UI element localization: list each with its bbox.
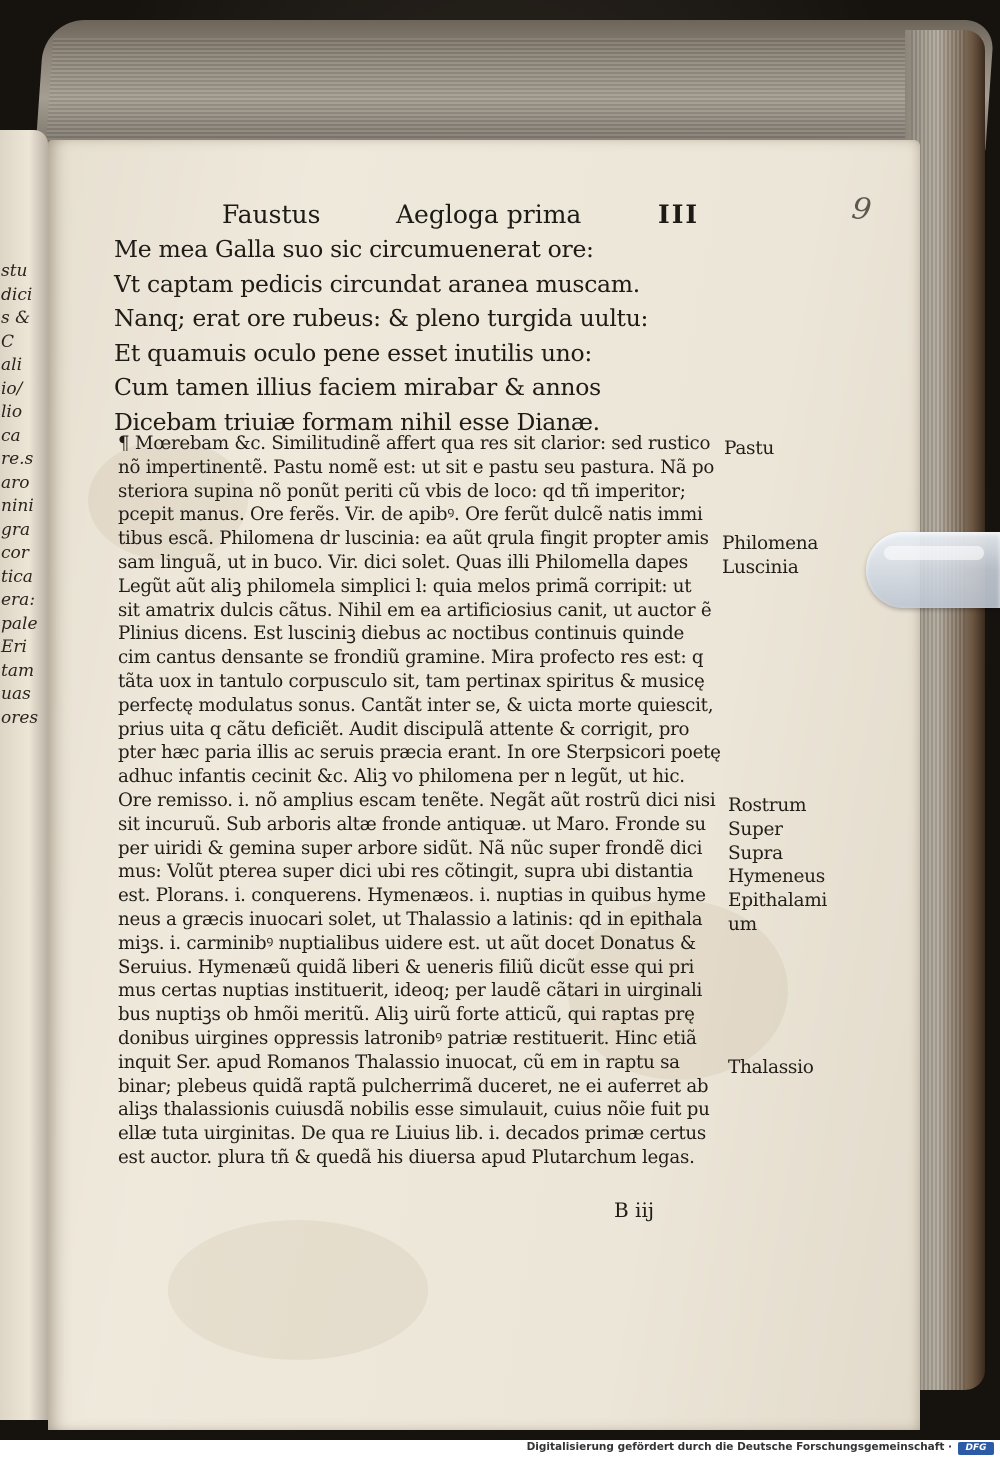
book-clip [866, 532, 1000, 608]
left-page-fragment: re.s [1, 449, 34, 469]
margin-note: Rostrum [728, 795, 807, 816]
running-head-numeral: III [658, 200, 700, 229]
commentary-line: adhuc infantis cecinit &c. Aliꝫ vo philomena per n legũt, ut hic. [118, 766, 685, 788]
verse-line: Me mea Galla suo sic circumuenerat ore: [114, 235, 594, 263]
commentary-line: per uiridi & gemina super arbore sidũt. Nã nũc super frondẽ dici [118, 837, 703, 859]
running-head-title: Aegloga prima [396, 200, 582, 229]
left-page-fragment: cor [1, 543, 29, 563]
commentary-line: mus certas nuptias instituerit, ideoq; per laudẽ cãtari in uirginali [118, 980, 703, 1002]
signature-mark: B iij [614, 1198, 655, 1222]
commentary-block [118, 432, 721, 1170]
left-page-fragment: aro [1, 472, 30, 493]
commentary-line: tibus escã. Philomena dr luscinia: ea aũt qrula fingit propter amis [118, 528, 709, 550]
commentary-line: est. Plorans. i. conquerens. Hymenæos. i. nuptias in quibus hyme [118, 885, 706, 907]
left-page-fragment: nini [1, 496, 34, 516]
commentary-line: mus: Volũt pterea super dici ubi res cõtingit, supra ubi distantia [118, 861, 694, 883]
commentary-line: Legũt aũt aliꝫ philomela simplici l: quia melos primã corripit: ut [118, 575, 692, 597]
verse-line: Et quamuis oculo pene esset inutilis uno: [114, 338, 592, 367]
left-page-fragment: tica [1, 566, 33, 587]
commentary-line: sam linguã, ut in buco. Vir. dici solet. Quas illi Philomella dapes [118, 551, 688, 573]
commentary-line: bus nuptiꝫs ob hmõi meritũ. Aliꝫ uirũ forte atticũ, qui raptas prę [118, 1004, 695, 1026]
margin-note: Supra [728, 842, 783, 864]
left-page-fragment: tam [1, 660, 35, 681]
folio-number-manuscript: 9 [849, 190, 874, 229]
margin-note: Pastu [724, 438, 774, 459]
commentary-line: sit incuruũ. Sub arboris altæ fronde antiquæ. ut Maro. Fronde su [118, 813, 706, 835]
left-page-fragment: Eri [1, 637, 27, 657]
margin-note: Philomena [722, 533, 819, 555]
commentary-line: ¶ Mœrebam &c. Similitudinẽ affert qua res sit clarior: sed rustico [118, 433, 711, 454]
commentary-line: tãta uox in tantulo corpusculo sit, tam pertinax spiritus & musicę [118, 670, 705, 692]
dfg-logo-icon: DFG [958, 1442, 994, 1455]
footer-bar [0, 1440, 1000, 1458]
commentary-line: donibus uirgines oppressis latronibꝰ patriæ restituerit. Hinc etiã [118, 1027, 697, 1049]
commentary-line: est auctor. plura tñ & quedã his diuersa apud Plutarchum legas. [118, 1146, 695, 1168]
verse-line: Cum tamen illius faciem mirabar & annos [114, 373, 601, 401]
commentary-line: sit amatrix dulcis cãtus. Nihil em ea artificiosius canit, ut auctor ẽ [118, 599, 712, 621]
verse-line: Dicebam triuiæ formam nihil esse Dianæ. [114, 407, 600, 436]
commentary-line: perfectę modulatus sonus. Cantãt inter se, & uicta morte quiescit, [118, 694, 714, 716]
left-page-fragment: s & [1, 308, 31, 328]
commentary-line: cim cantus densante se frondiũ gramine. Mira profecto res est: q [118, 647, 704, 669]
left-page-fragment: ca [1, 425, 21, 446]
left-page-fragment: uas [1, 684, 31, 704]
margin-note: Epithalami [728, 890, 828, 912]
commentary-line: nõ impertinentẽ. Pastu nomẽ est: ut sit e pastu seu pastura. Nã po [118, 456, 715, 478]
left-page-fragment: era: [1, 590, 36, 610]
left-page-fragment: stu [1, 261, 28, 281]
margin-note: Hymeneus [728, 866, 825, 888]
commentary-line: miꝫs. i. carminibꝰ nuptialibus uidere est. ut aũt docet Donatus & [118, 932, 696, 954]
left-page-fragment: dici [1, 284, 33, 305]
commentary-line: prius uita q cãtu deficiẽt. Audit discipulã attente & corrigit, pro [118, 718, 690, 740]
margin-note: um [728, 914, 757, 935]
commentary-line: pcepit manus. Ore ferẽs. Vir. de apibꝰ. Ore ferũt dulcẽ natis immi [118, 504, 703, 526]
margin-note: Super [728, 818, 783, 840]
commentary-line: Seruius. Hymenæũ quidã liberi & ueneris filiũ dicũt esse qui pri [118, 956, 695, 978]
margin-note: Thalassio [728, 1056, 814, 1078]
commentary-line: inquit Ser. apud Romanos Thalassio inuocat, cũ em in raptu sa [118, 1051, 680, 1073]
margin-note: Luscinia [722, 557, 799, 578]
commentary-line: steriora supina nõ ponũt periti cũ vbis de loco: qd tñ imperitor; [118, 480, 686, 502]
left-page-fragment: pale [1, 613, 38, 634]
left-page-fragment: gra [1, 519, 31, 540]
book-top-edge [35, 20, 994, 150]
commentary-line: Ore remisso. i. nõ amplius escam tenẽte. Negãt aũt rostrũ dici nisi [118, 789, 716, 811]
left-page-fragment: lio [1, 402, 23, 422]
commentary-line: ellæ tuta uirginitas. De qua re Liuius lib. i. decados primæ certus [118, 1123, 706, 1145]
verse-line: Vt captam pedicis circundat aranea muscam. [114, 269, 640, 298]
verse-line: Nanq; erat ore rubeus: & pleno turgida uultu: [114, 304, 649, 332]
commentary-line: Plinius dicens. Est lusciniꝫ diebus ac noctibus continuis quinde [118, 623, 684, 645]
commentary-line: binar; plebeus quidã raptã pulcherrimã duceret, ne ei auferret ab [118, 1075, 709, 1097]
left-page-fragment: ali [1, 355, 23, 375]
commentary-line: aliꝫs thalassionis cuiusdã nobilis esse simulauit, cuius nõie fuit pu [118, 1099, 710, 1121]
footer-credit: Digitalisierung gefördert durch die Deutsche Forschungsgemeinschaft · [526, 1441, 952, 1453]
running-head-left: Faustus [222, 200, 321, 229]
commentary-line: pter hæc paria illis ac seruis præcia erant. In ore Sterpsicori poetę [118, 742, 721, 764]
commentary-line: neus a græcis inuocari solet, ut Thalassio a latinis: qd in epithala [118, 908, 703, 930]
left-page-fragment: C [1, 331, 15, 352]
left-page-fragment: ores [1, 707, 39, 728]
verse-block [114, 232, 714, 439]
left-page-fragment: io/ [1, 378, 23, 399]
left-page-text-fragments [1, 260, 39, 730]
